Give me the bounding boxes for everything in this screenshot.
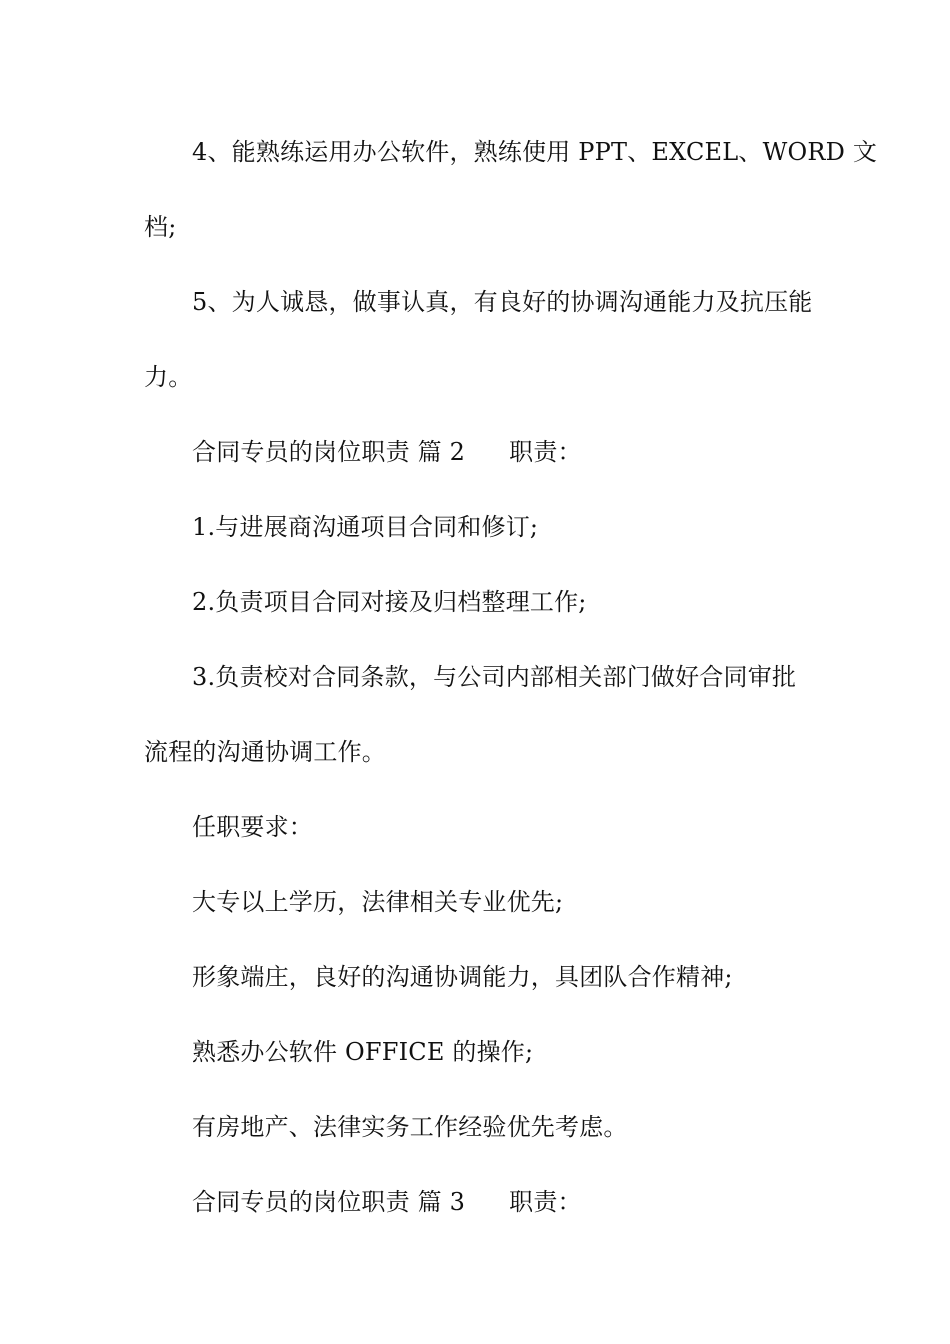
requirement-item: 有房地产、法律实务工作经验优先考虑。 (192, 1113, 628, 1141)
list-item: 3.负责校对合同条款，与公司内部相关部门做好合同审批 (192, 663, 797, 691)
section-heading-label: 职责： (509, 438, 582, 466)
requirement-item: 大专以上学历，法律相关专业优先; (192, 888, 564, 916)
section-heading-title: 合同专员的岗位职责 篇 3 (192, 1188, 466, 1216)
list-item: 2.负责项目合同对接及归档整理工作; (192, 588, 587, 616)
paragraph-line: 力。 (144, 363, 193, 391)
section-heading-label: 职责： (509, 1188, 582, 1216)
section-heading (192, 1186, 814, 1218)
list-item-continuation: 流程的沟通协调工作。 (144, 738, 386, 766)
paragraph-line: 4、能熟练运用办公软件，熟练使用 PPT、EXCEL、WORD 文 (192, 138, 878, 166)
section-heading-title: 合同专员的岗位职责 篇 2 (192, 438, 466, 466)
paragraph-line: 5、为人诚恳，做事认真，有良好的协调沟通能力及抗压能 (192, 288, 813, 316)
section-heading (192, 436, 814, 468)
subheading: 任职要求： (192, 813, 313, 841)
paragraph-line: 档; (144, 213, 177, 241)
requirement-item: 熟悉办公软件 OFFICE 的操作; (192, 1038, 534, 1066)
requirement-item: 形象端庄，良好的沟通协调能力，具团队合作精神; (192, 963, 733, 991)
list-item: 1.与进展商沟通项目合同和修订; (192, 513, 539, 541)
